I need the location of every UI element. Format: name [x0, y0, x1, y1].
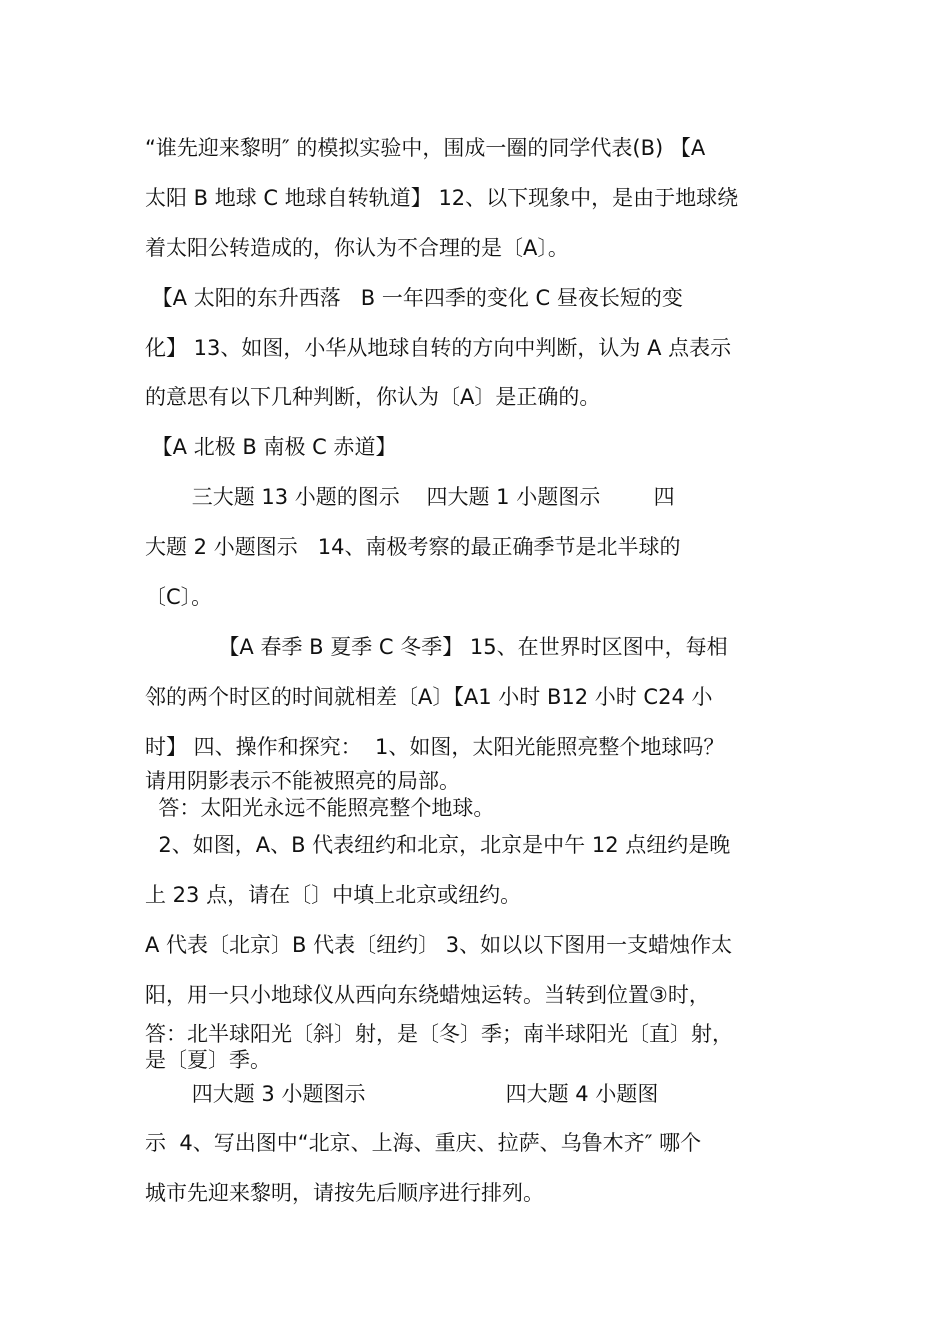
text-line: 上 23 点，请在〔〕中填上北京或纽约。 [145, 883, 522, 907]
text-line: 请用阴影表示不能被照亮的局部。 [145, 769, 460, 793]
text-line: 答：北半球阳光〔斜〕射，是〔冬〕季；南半球阳光〔直〕射， [145, 1022, 733, 1046]
text-line: “谁先迎来黎明″ 的模拟实验中，围成一圈的同学代表(B) 【A [145, 136, 706, 160]
text-line: 阳，用一只小地球仪从西向东绕蜡烛运转。当转到位置③时， [145, 983, 710, 1007]
text-line: 【A 春季 B 夏季 C 冬季】 15、在世界时区图中，每相 [145, 635, 728, 659]
text-line: 三大题 13 小题的图示 四大题 1 小题图示 四 [145, 485, 675, 509]
text-line: 大题 2 小题图示 14、南极考察的最正确季节是北半球的 [145, 535, 681, 559]
text-line: 【A 北极 B 南极 C 赤道】 [145, 435, 397, 459]
text-line: 【A 太阳的东升西落 B 一年四季的变化 C 昼夜长短的变 [145, 286, 683, 310]
text-line: 是〔夏〕季。 [145, 1048, 271, 1072]
text-line: 〔C〕。 [145, 585, 213, 609]
text-line: 着太阳公转造成的，你认为不合理的是〔A〕。 [145, 236, 569, 260]
text-line: 太阳 B 地球 C 地球自转轨道】 12、以下现象中，是由于地球绕 [145, 186, 739, 210]
text-line: A 代表〔北京〕B 代表〔纽约〕 3、如以以下图用一支蜡烛作太 [145, 933, 733, 957]
text-line: 时】 四、操作和探究： 1、如图，太阳光能照亮整个地球吗？ [145, 735, 725, 759]
text-line: 示 4、写出图中“北京、上海、重庆、拉萨、乌鲁木齐″ 哪个 [145, 1131, 702, 1155]
text-line: 2、如图，A、B 代表纽约和北京，北京是中午 12 点纽约是晚 [145, 833, 731, 857]
text-line: 四大题 3 小题图示 四大题 4 小题图 [145, 1082, 659, 1106]
text-line: 城市先迎来黎明，请按先后顺序进行排列。 [145, 1181, 544, 1205]
text-line: 化】 13、如图，小华从地球自转的方向中判断，认为 A 点表示 [145, 336, 732, 360]
text-line: 答：太阳光永远不能照亮整个地球。 [145, 796, 495, 820]
text-line: 邻的两个时区的时间就相差〔A〕【A1 小时 B12 小时 C24 小 [145, 685, 713, 709]
text-line: 的意思有以下几种判断，你认为〔A〕是正确的。 [145, 385, 601, 409]
